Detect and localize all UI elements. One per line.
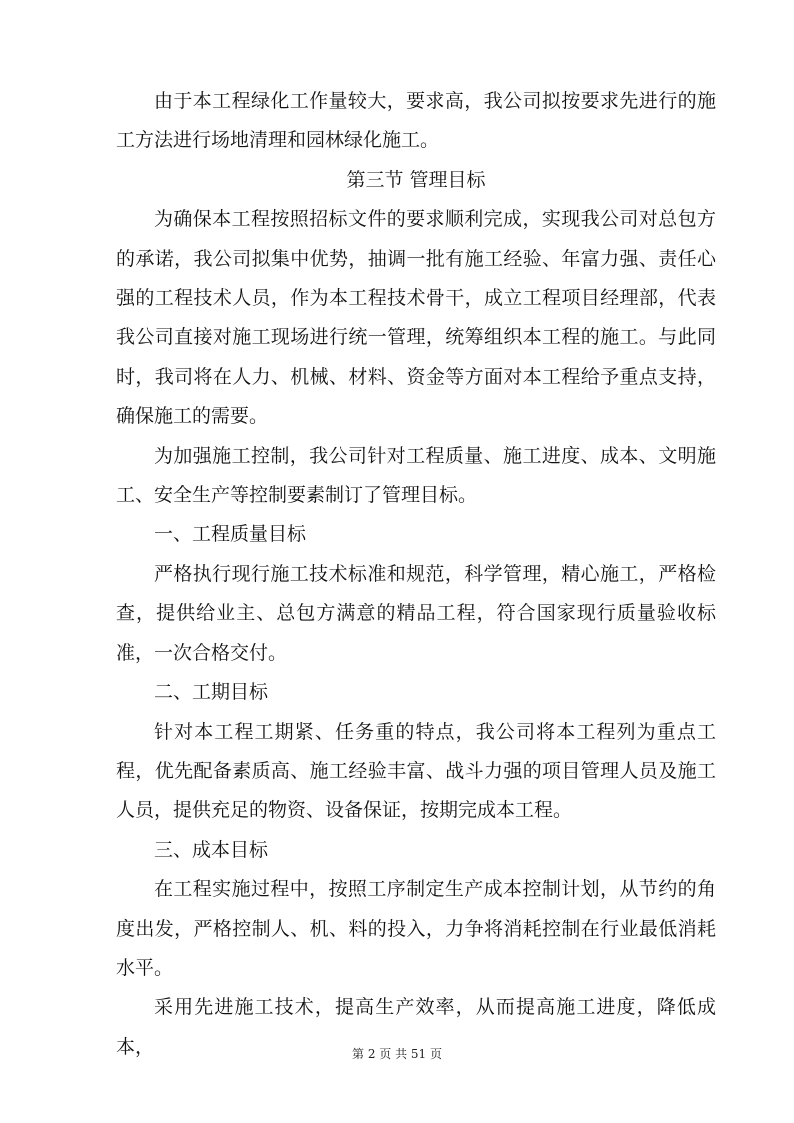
subheading-cost: 三、成本目标	[154, 838, 269, 861]
subheading-quality: 一、工程质量目标	[154, 523, 307, 546]
paragraph-schedule: 针对本工程工期紧、任务重的特点，我公司将本工程列为重点工程，优先配备素质高、施工经验丰富、战斗力强的项目管理人员及施工人员，提供充足的物资、设备保证，按期完成本工程。	[116, 720, 716, 822]
paragraph-greening: 由于本工程绿化工作量较大，要求高，我公司拟按要求先进行的施工方法进行场地清理和园林绿化施工。	[116, 90, 716, 152]
paragraph-quality: 严格执行现行施工技术标准和规范，科学管理，精心施工，严格检查，提供给业主、总包方满意的精品工程，符合国家现行质量验收标准，一次合格交付。	[116, 562, 716, 664]
subheading-schedule: 二、工期目标	[154, 681, 269, 704]
paragraph-control: 为加强施工控制，我公司针对工程质量、施工进度、成本、文明施工、安全生产等控制要素制订了管理目标。	[116, 444, 716, 507]
page-number-footer: 第 2 页 共 51 页	[352, 1047, 442, 1061]
paragraph-commitment: 为确保本工程按照招标文件的要求顺利完成，实现我公司对总包方的承诺，我公司拟集中优势，抽调一批有施工经验、年富力强、责任心强的工程技术人员，作为本工程技术骨干，成立工程项目经理部，代表我公司直接对施工现场进行统一管理，统筹组织本工程的施工。与此同时，我司将在人力、机械、材料、资金等方面对本工程给予重点支持，确保施工的需要。	[116, 208, 716, 428]
section-title: 第三节 管理目标	[346, 168, 486, 191]
paragraph-technology: 采用先进施工技术，提高生产效率，从而提高施工进度，降低成本，	[116, 996, 716, 1058]
page-content	[116, 82, 716, 1067]
paragraph-cost: 在工程实施过程中，按照工序制定生产成本控制计划，从节约的角度出发，严格控制人、机、料的投入，力争将消耗控制在行业最低消耗水平。	[116, 878, 716, 979]
